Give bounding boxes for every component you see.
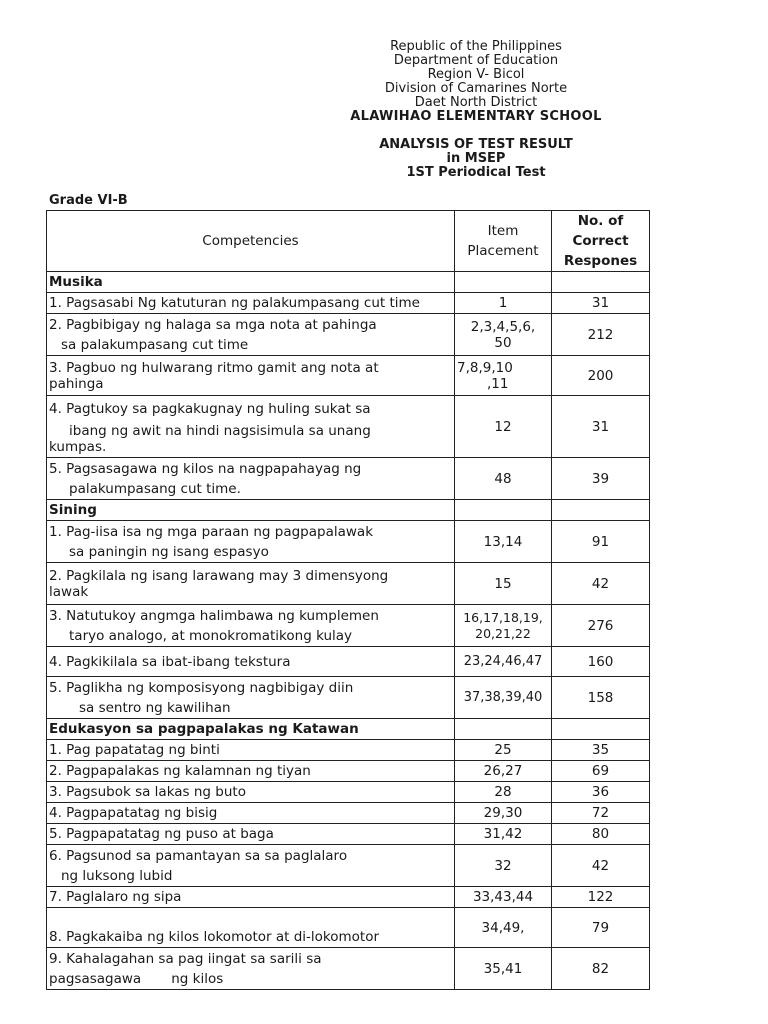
table-row: 5. Pagsasagawa ng kilos na nagpapahayag ng palakumpasang cut time. 48 39 (47, 458, 650, 500)
header-item-placement: Item Placement (455, 211, 552, 272)
test-title: 1ST Periodical Test (406, 165, 546, 180)
table-row: 2. Pagpapalakas ng kalamnan ng tiyan 26,27 69 (47, 761, 650, 782)
table-row: 2. Pagbibigay ng halaga sa mga nota at pahinga sa palakumpasang cut time 2,3,4,5,6, 50 212 (47, 314, 650, 356)
section-row-musika (47, 272, 650, 293)
table-row: 1. Pag papatatag ng binti 25 35 (47, 740, 650, 761)
table-row: 3. Natutukoy angmga halimbawa ng kumplemen taryo analogo, at monokromatikong kulay 16,17,18,19, 20,21,22 276 (47, 605, 650, 647)
section-title: Musika (47, 272, 455, 293)
table-row: 1. Pagsasabi Ng katuturan ng palakumpasang cut time 1 31 (47, 293, 650, 314)
table-row: 7. Paglalaro ng sipa 33,43,44 122 (47, 887, 650, 908)
section-row-edukasyon (47, 719, 650, 740)
school-name: ALAWIHAO ELEMENTARY SCHOOL (350, 109, 602, 124)
table-row: 4. Pagkikilala sa ibat-ibang tekstura 23,24,46,47 160 (47, 647, 650, 677)
table-row: 8. Pagkakaiba ng kilos lokomotor at di-lokomotor 34,49, 79 (47, 908, 650, 948)
table-row: 3. Pagsubok sa lakas ng buto 28 36 (47, 782, 650, 803)
table-row: 5. Pagpapatatag ng puso at baga 31,42 80 (47, 824, 650, 845)
section-row-sining (47, 500, 650, 521)
document-title: ANALYSIS OF TEST RESULT (379, 137, 573, 152)
header-correct-responses: No. of Correct Respones (552, 211, 650, 272)
section-title: Sining (47, 500, 455, 521)
table-row: 1. Pag-iisa isa ng mga paraan ng pagpapalawak sa paningin ng isang espasyo 13,14 91 (47, 521, 650, 563)
table-row: 4. Pagpapatatag ng bisig 29,30 72 (47, 803, 650, 824)
header-line-region: Region V- Bicol (427, 67, 525, 82)
header-competencies: Competencies (47, 211, 455, 272)
table-row: 2. Pagkilala ng isang larawang may 3 dimensyong lawak 15 42 (47, 563, 650, 605)
subject-title: in MSEP (446, 151, 506, 166)
section-title: Edukasyon sa pagpapalakas ng Katawan (47, 719, 455, 740)
grade-label: Grade VI-B (49, 193, 128, 208)
header-line-republic: Republic of the Philippines (390, 39, 562, 54)
table-row: 4. Pagtukoy sa pagkakugnay ng huling sukat sa ibang ng awit na hindi nagsisimula sa unang kumpas. 12 31 (47, 396, 650, 458)
header-line-division: Division of Camarines Norte (384, 81, 568, 96)
table-row: 3. Pagbuo ng hulwarang ritmo gamit ang nota at pahinga 7,8,9,10 ,11 200 (47, 356, 650, 396)
table-row: 9. Kahalagahan sa pag iingat sa sarili sa pagsasagawa ng kilos 35,41 82 (47, 948, 650, 990)
test-result-table (46, 210, 650, 990)
header-line-department: Department of Education (393, 53, 559, 68)
table-row: 6. Pagsunod sa pamantayan sa sa paglalaro ng luksong lubid 32 42 (47, 845, 650, 887)
table-row: 5. Paglikha ng komposisyong nagbibigay diin sa sentro ng kawilihan 37,38,39,40 158 (47, 677, 650, 719)
table-header-row (47, 211, 650, 272)
header-line-district: Daet North District (414, 95, 538, 110)
